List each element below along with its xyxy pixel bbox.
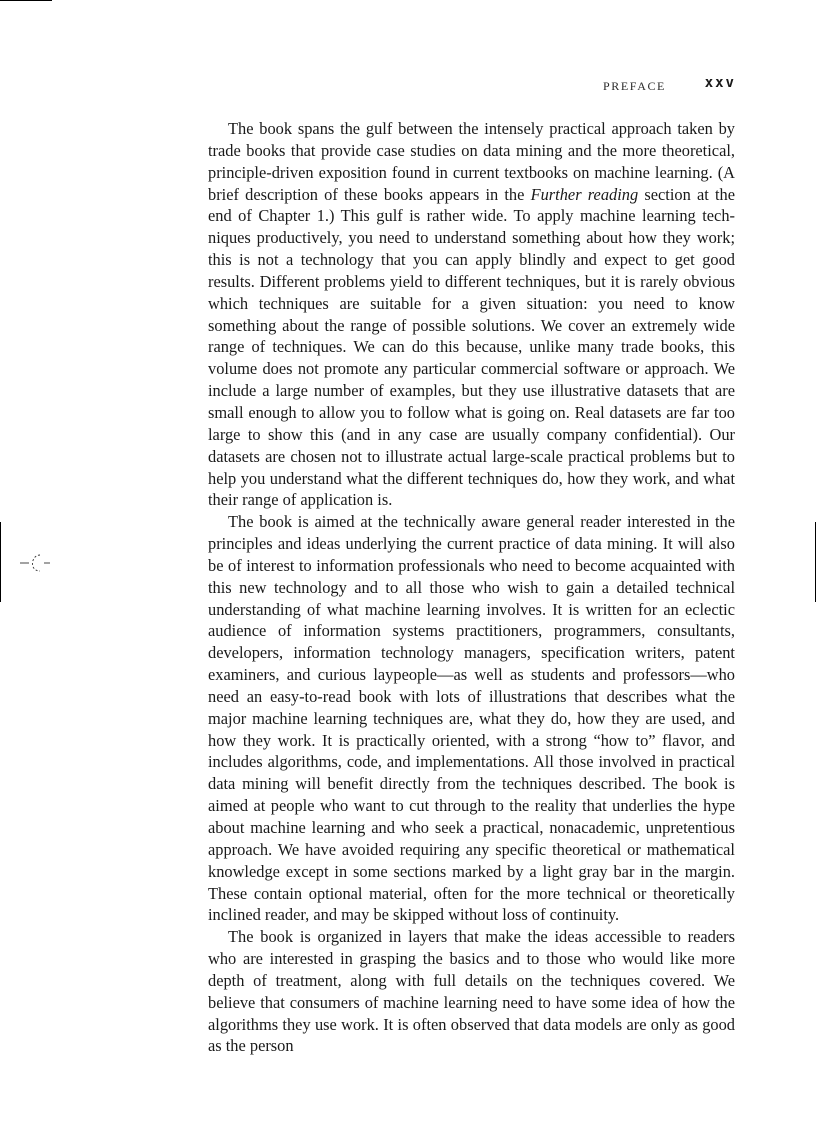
registration-mark-icon bbox=[16, 550, 52, 576]
page-number: xxv bbox=[704, 75, 736, 91]
paragraph bbox=[208, 118, 735, 511]
crop-mark-top bbox=[0, 0, 52, 1]
paragraph-text: section at the end of Chapter 1.) This gulf is rather wide. To apply machine learning techniques productively, you need to understand something about how they work; this is not a technology that you can apply blindly and expect to get good results. Different problems yield to different techniques, but it is rarely obvious which techniques are suitable for a given situation: you need to know something about the range of possible solutions. We cover an extremely wide range of techniques. We can do this because, unlike many trade books, this volume does not promote any particular commercial software or approach. We include a large number of examples, but they use illustrative datasets that are small enough to allow you to follow what is going on. Real datasets are far too large to show this (and in any case are usually company confidential). Our datasets are chosen not to illustrate actual large-scale practical problems but to help you understand what the different techniques do, how they work, and what their range of application is. bbox=[208, 184, 735, 510]
paragraph bbox=[208, 926, 735, 1057]
page-header bbox=[208, 76, 736, 98]
italic-text: Further reading bbox=[530, 184, 639, 204]
margin-rule-left bbox=[0, 522, 1, 602]
paragraph-text: The book is organized in layers that make the ideas accessible to readers who are interested in grasping the basics and to those who would like more depth of treatment, along with full details on the techniques covered. We believe that consumers of machine learning need to have some idea of how the algorithms they use work. It is often observed that data models are only as good as the person bbox=[208, 927, 735, 1056]
paragraph-text: The book spans the gulf between the intensely practical approach taken by trade books that provide case studies on data mining and the more theoretical, principle-driven exposition found in current textbooks on machine learning. (A brief description of these books appears in the bbox=[208, 119, 735, 204]
paragraph bbox=[208, 511, 735, 926]
paragraph-text: The book is aimed at the technically aware general reader interested in the principles and ideas underlying the current practice of data mining. It will also be of interest to information professionals who need to become acquainted with this new technology and to all those who wish to gain a detailed technical understanding of what machine learning involves. It is written for an eclectic audience of information systems practitioners, programmers, consultants, developers, information technology managers, specification writers, patent examiners, and curious laypeople—as well as students and professors—who need an easy-to-read book with lots of illustrations that describes what the major machine learning techniques are, what they do, how they are used, and how they work. It is practically oriented, with a strong “how to” flavor, and includes algorithms, code, and implementations. All those involved in practical data mining will benefit directly from the techniques described. The book is aimed at people who want to cut through to the reality that underlies the hype about machine learning and who seek a practical, nonacademic, unpretentious approach. We have avoided requiring any specific theoretical or mathematical knowledge except in some sections marked by a light gray bar in the margin. These contain optional material, often for the more technical or theoretically inclined reader, and may be skipped without loss of continuity. bbox=[208, 512, 735, 925]
body-text bbox=[208, 118, 735, 1057]
running-head: PREFACE bbox=[603, 79, 666, 93]
